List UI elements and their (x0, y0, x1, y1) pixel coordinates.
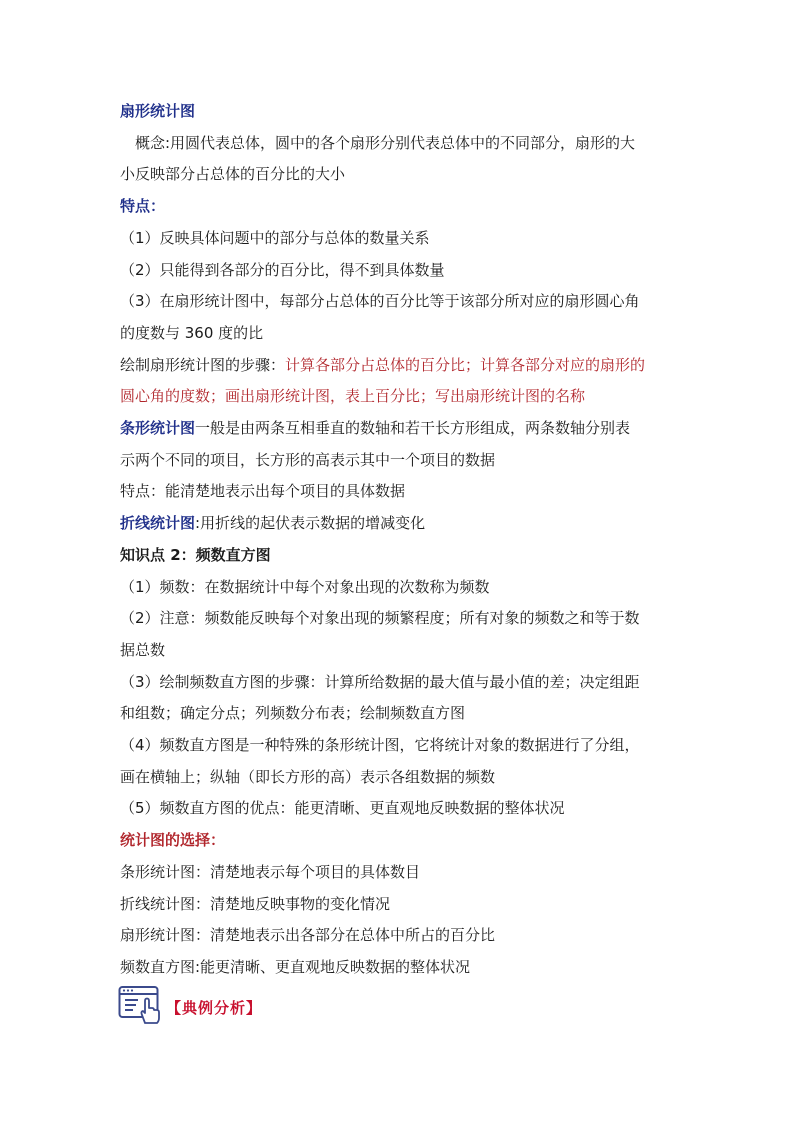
heading-chart-selection: 统计图的选择： (120, 831, 226, 850)
pie-feature-1: （1）反映具体问题中的部分与总体的数量关系 (120, 228, 430, 247)
selection-line: 折线统计图：清楚地反映事物的变化情况 (120, 894, 391, 913)
histogram-item-2-line-2: 据总数 (120, 640, 166, 659)
example-analysis-banner (118, 985, 262, 1029)
selection-bar: 条形统计图：清楚地表示每个项目的具体数目 (120, 862, 421, 881)
pie-feature-2: （2）只能得到各部分的百分比，得不到具体数量 (120, 260, 445, 279)
pie-concept-line-1: 概念:用圆代表总体，圆中的各个扇形分别代表总体中的不同部分，扇形的大 (135, 133, 636, 152)
document-content (120, 96, 680, 984)
example-analysis-label: 【典例分析】 (166, 998, 263, 1017)
heading-pie-chart: 扇形统计图 (120, 102, 196, 120)
heading-bar-chart: 条形统计图 (120, 419, 196, 438)
line-chart-desc: :用折线的起伏表示数据的增减变化 (195, 514, 426, 533)
heading-knowledge-point-2: 知识点 2：频数直方图 (120, 545, 271, 564)
bar-chart-line-2: 示两个不同的项目，长方形的高表示其中一个项目的数据 (120, 450, 496, 469)
heading-line-chart: 折线统计图 (120, 514, 196, 533)
pie-steps-label: 绘制扇形统计图的步骤： (120, 355, 286, 374)
histogram-item-1: （1）频数：在数据统计中每个对象出现的次数称为频数 (120, 577, 490, 596)
histogram-item-4-line-1: （4）频数直方图是一种特殊的条形统计图，它将统计对象的数据进行了分组， (120, 736, 640, 755)
bar-chart-feature: 特点：能清楚地表示出每个项目的具体数据 (120, 482, 406, 501)
pie-feature-3-line-1: （3）在扇形统计图中，每部分占总体的百分比等于该部分所对应的扇形圆心角 (120, 292, 640, 311)
histogram-item-3-line-2: 和组数；确定分点；列频数分布表；绘制频数直方图 (120, 704, 466, 723)
selection-histogram: 频数直方图:能更清晰、更直观地反映数据的整体状况 (120, 957, 471, 976)
histogram-item-3-line-1: （3）绘制频数直方图的步骤：计算所给数据的最大值与最小值的差；决定组距 (120, 672, 640, 691)
heading-features: 特点： (120, 197, 166, 216)
line-chart-line (120, 508, 680, 540)
pie-steps-text: 计算各部分占总体的百分比；计算各部分对应的扇形的 (285, 355, 646, 374)
pie-concept-line-2: 小反映部分占总体的百分比的大小 (120, 165, 346, 184)
pie-steps-line-2: 圆心角的度数；画出扇形统计图，表上百分比；写出扇形统计图的名称 (120, 387, 586, 406)
histogram-item-2-line-1: （2）注意：频数能反映每个对象出现的频繁程度；所有对象的频数之和等于数 (120, 609, 640, 628)
selection-pie: 扇形统计图：清楚地表示出各部分在总体中所占的百分比 (120, 926, 496, 945)
histogram-item-4-line-2: 画在横轴上；纵轴（即长方形的高）表示各组数据的频数 (120, 767, 496, 786)
pie-feature-3-line-2: 的度数与 360 度的比 (120, 323, 264, 342)
pie-steps-line-1 (120, 350, 680, 382)
hand-click-icon (118, 985, 164, 1029)
histogram-item-5: （5）频数直方图的优点：能更清晰、更直观地反映数据的整体状况 (120, 799, 565, 818)
bar-chart-desc: 一般是由两条互相垂直的数轴和若干长方形组成，两条数轴分别表 (195, 419, 631, 438)
bar-chart-line-1 (120, 413, 680, 445)
